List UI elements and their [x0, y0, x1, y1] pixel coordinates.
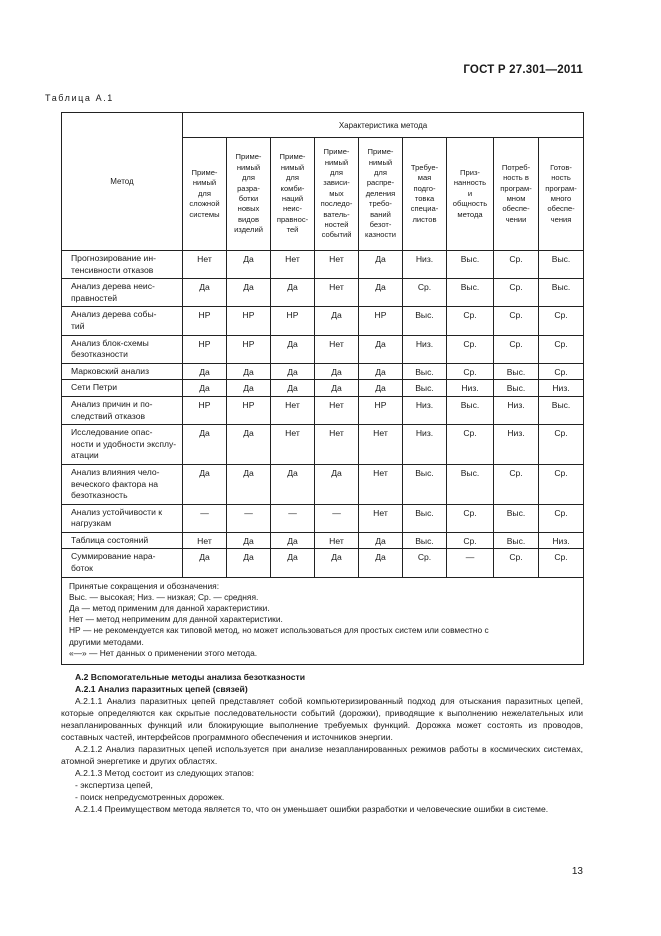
column-header-line: для — [242, 173, 255, 183]
column-header-line: комби- — [280, 183, 305, 193]
table-cell: Да — [315, 380, 359, 397]
table-cell: Низ. — [403, 335, 447, 363]
methods-table — [61, 112, 584, 665]
table-row — [62, 464, 584, 504]
table-cell: — — [271, 504, 315, 532]
method-name — [62, 532, 183, 549]
column-header-line: видов — [238, 214, 259, 224]
method-name — [62, 251, 183, 279]
table-cell: Низ. — [403, 425, 447, 465]
column-header-line: Приме- — [367, 147, 394, 157]
table-cell: — — [227, 504, 271, 532]
method-name-line: боток — [71, 563, 93, 574]
table-cell: Да — [227, 279, 271, 307]
table-cell: Выс. — [539, 396, 584, 424]
table-cell: Нет — [359, 504, 403, 532]
table-cell: Выс. — [403, 307, 447, 335]
table-cell: Да — [359, 251, 403, 279]
section-title: А.2 Вспомогательные методы анализа безотказности — [75, 672, 306, 682]
method-name-line: Марковский анализ — [71, 365, 150, 376]
column-header-line: ностей — [324, 220, 349, 230]
table-cell: Да — [183, 363, 227, 380]
method-name-line: Анализ устойчивости к — [71, 506, 163, 517]
table-row — [62, 396, 584, 424]
table-cell: НР — [227, 396, 271, 424]
table-cell: Выс. — [539, 279, 584, 307]
paragraph-a212: А.2.1.2 Анализ паразитных цепей используется при анализе незапланированных режимов работы в космических системах, атомной энергетике и других областях. — [61, 744, 583, 766]
column-header-line: Готов- — [550, 162, 572, 172]
table-cell: Ср. — [539, 549, 584, 577]
table-cell: Ср. — [494, 335, 539, 363]
method-name-line: Таблица состояний — [71, 534, 149, 545]
table-cell: Да — [227, 425, 271, 465]
method-name-line: веческого фактора на — [71, 478, 159, 489]
table-cell: Нет — [359, 464, 403, 504]
table-cell: Ср. — [494, 549, 539, 577]
column-header-line: новых — [237, 204, 260, 214]
table-cell: Выс. — [494, 504, 539, 532]
table-cell: Нет — [315, 251, 359, 279]
column-header — [494, 138, 539, 251]
column-header-line: нимый — [368, 157, 393, 167]
table-cell: Да — [359, 279, 403, 307]
column-header-line: ность — [551, 173, 571, 183]
column-header-line: нимый — [192, 178, 217, 188]
table-cell: Выс. — [539, 251, 584, 279]
table-cell: Низ. — [539, 380, 584, 397]
group-header: Характеристика метода — [183, 113, 584, 138]
document-code: ГОСТ Р 27.301—2011 — [463, 64, 583, 76]
table-cell: — — [315, 504, 359, 532]
table-row — [62, 504, 584, 532]
table-cell: НР — [359, 307, 403, 335]
method-name-line: тенсивности отказов — [71, 264, 154, 275]
method-name-line: тий — [71, 320, 85, 331]
table-cell: Выс. — [494, 380, 539, 397]
method-name-line: Исследование опас- — [71, 427, 153, 438]
table-cell: Ср. — [447, 504, 494, 532]
method-name — [62, 335, 183, 363]
list-item: - поиск непредусмотренных дорожек. — [75, 792, 225, 802]
column-header — [359, 138, 403, 251]
column-header-line: Приме- — [191, 167, 218, 177]
table-cell: Выс. — [403, 532, 447, 549]
column-header-line: безот- — [369, 220, 392, 230]
table-cell: Ср. — [494, 251, 539, 279]
table-row — [62, 251, 584, 279]
table-cell: Нет — [183, 251, 227, 279]
column-header-line: сложной — [189, 199, 220, 209]
column-header — [447, 138, 494, 251]
table-cell: Да — [359, 380, 403, 397]
method-name — [62, 307, 183, 335]
table-cell: Выс. — [403, 380, 447, 397]
column-header-line: мая — [417, 173, 432, 183]
table-caption: Таблица А.1 — [45, 93, 114, 103]
column-header-line: товка — [414, 194, 435, 203]
column-header-line: деления — [365, 188, 396, 198]
column-header-line: распре- — [366, 178, 395, 188]
table-cell: Выс. — [447, 464, 494, 504]
column-header-line: програм- — [545, 183, 577, 193]
table-cell: НР — [183, 307, 227, 335]
method-name-line: нагрузкам — [71, 518, 112, 529]
table-cell: Нет — [315, 532, 359, 549]
table-cell: Да — [183, 425, 227, 465]
column-header-line: нимый — [236, 162, 261, 172]
column-header-line: много — [550, 194, 572, 203]
table-cell: Низ. — [447, 380, 494, 397]
column-header — [271, 138, 315, 251]
table-cell: Ср. — [539, 464, 584, 504]
column-header-line: событий — [321, 230, 352, 240]
table-cell: Нет — [183, 532, 227, 549]
column-header-line: последо- — [320, 199, 353, 209]
column-header-line: нанность — [453, 178, 487, 188]
column-header-line: мых — [329, 188, 344, 198]
column-header-line: ватель- — [323, 209, 350, 219]
column-header-line: ботки — [238, 194, 259, 203]
column-header-line: чения — [550, 214, 572, 224]
method-name-line: Суммирование нара- — [71, 551, 156, 562]
column-header-line: неис- — [283, 204, 302, 214]
page-number: 13 — [571, 866, 583, 877]
table-cell: Да — [183, 380, 227, 397]
table-notes — [62, 577, 584, 664]
table-cell: Да — [271, 464, 315, 504]
table-cell: Ср. — [447, 425, 494, 465]
table-cell: Ср. — [403, 549, 447, 577]
method-name — [62, 380, 183, 397]
table-cell: Нет — [315, 279, 359, 307]
table-cell: Выс. — [447, 396, 494, 424]
method-name-line: Анализ дерева собы- — [71, 309, 157, 320]
column-header-line: мном — [506, 194, 526, 203]
table-row — [62, 307, 584, 335]
table-cell: Да — [359, 532, 403, 549]
column-header-line: тей — [286, 225, 299, 235]
paragraph-a211: А.2.1.1 Анализ паразитных цепей представляет собой компьютеризированный подход для отыскания паразитных цепей, которые определяются как скрытые последовательности событий (дорожки), приводящие к выполнению нежелательных или незапланированных функций или блокирующие выполнение требуемых функций. Дорожка может состоять из проводов, составных частей, интерфейсов программного обеспечения и источников энергии. — [61, 696, 583, 742]
column-header-line: специа- — [410, 204, 439, 214]
table-cell: Ср. — [539, 504, 584, 532]
column-header-line: изделий — [234, 225, 263, 235]
table-cell: Низ. — [403, 251, 447, 279]
column-header-line: Потреб- — [501, 162, 531, 172]
column-header-line: листов — [412, 214, 437, 224]
table-cell: Выс. — [403, 363, 447, 380]
method-name — [62, 396, 183, 424]
table-cell: Ср. — [539, 363, 584, 380]
table-cell: Да — [315, 549, 359, 577]
notes-row — [62, 577, 584, 664]
column-header — [403, 138, 447, 251]
column-header-line: обеспе- — [547, 204, 575, 214]
column-header — [315, 138, 359, 251]
method-header: Метод — [62, 113, 183, 251]
column-header-line: и — [467, 188, 473, 198]
column-header — [227, 138, 271, 251]
column-header-line: метода — [457, 209, 483, 219]
column-header-line: казности — [364, 230, 397, 240]
column-header-line: правнос- — [276, 214, 309, 224]
table-cell: Ср. — [494, 307, 539, 335]
method-name — [62, 425, 183, 465]
table-cell: НР — [271, 307, 315, 335]
table-cell: Да — [227, 251, 271, 279]
column-header-line: системы — [189, 209, 220, 219]
column-header-line: подго- — [413, 183, 436, 193]
table-cell: Нет — [271, 425, 315, 465]
table-cell: — — [183, 504, 227, 532]
table-cell: Да — [271, 380, 315, 397]
table-row — [62, 549, 584, 577]
table-cell: Ср. — [447, 363, 494, 380]
table-cell: Да — [359, 549, 403, 577]
note-line: Принятые сокращения и обозначения: — [69, 580, 220, 591]
table-cell: Да — [271, 335, 315, 363]
table-cell: Да — [183, 549, 227, 577]
method-name — [62, 363, 183, 380]
table-cell: Да — [227, 532, 271, 549]
table-cell: Да — [227, 464, 271, 504]
table-row — [62, 363, 584, 380]
table-cell: Нет — [315, 335, 359, 363]
table-cell: Ср. — [447, 307, 494, 335]
column-header-line: нимый — [324, 157, 349, 167]
table-cell: Да — [315, 307, 359, 335]
method-name-line: Анализ влияния чело- — [71, 466, 160, 477]
method-name-line: Сети Петри — [71, 382, 118, 393]
table-row — [62, 425, 584, 465]
method-name-line: Анализ причин и по- — [71, 398, 153, 409]
table-cell: Да — [227, 549, 271, 577]
column-header-line: разра- — [237, 183, 260, 193]
table-cell: Низ. — [494, 425, 539, 465]
note-line: другими методами. — [69, 636, 144, 647]
table-row — [62, 380, 584, 397]
column-header-line: нимый — [280, 162, 305, 172]
table-cell: НР — [183, 396, 227, 424]
method-name-line: Анализ блок-схемы — [71, 337, 149, 348]
table-cell: Выс. — [403, 464, 447, 504]
table-cell: Ср. — [539, 335, 584, 363]
method-name-line: ности и удобности эксплу- — [71, 438, 177, 449]
table-cell: Да — [227, 363, 271, 380]
note-line: Да — метод применим для данной характеристики. — [69, 603, 270, 614]
table-cell: Да — [315, 363, 359, 380]
table-cell: Ср. — [539, 425, 584, 465]
column-header — [539, 138, 584, 251]
column-header-line: програм- — [500, 183, 532, 193]
table-cell: Нет — [315, 425, 359, 465]
table-cell: Да — [359, 335, 403, 363]
column-header-line: для — [330, 167, 343, 177]
method-name-line: Прогнозирование ин- — [71, 253, 156, 263]
note-line: Нет — метод неприменим для данной характеристики. — [69, 614, 283, 625]
column-header-line: чении — [505, 214, 527, 224]
column-header — [183, 138, 227, 251]
table-cell: Да — [183, 279, 227, 307]
table-cell: Да — [271, 279, 315, 307]
table-cell: Ср. — [494, 279, 539, 307]
list-item: - экспертиза цепей, — [75, 780, 153, 790]
column-header-line: для — [286, 173, 299, 183]
method-name — [62, 504, 183, 532]
table-cell: НР — [227, 307, 271, 335]
table-cell: Да — [315, 464, 359, 504]
paragraph-a213: А.2.1.3 Метод состоит из следующих этапов: — [75, 768, 254, 778]
paragraph-a214: А.2.1.4 Преимуществом метода является то, что он уменьшает ошибки разработки и человеческие ошибки в системе. — [75, 804, 549, 814]
column-header-line: ность в — [503, 173, 529, 183]
method-name — [62, 549, 183, 577]
column-header-line: ваний — [370, 209, 391, 219]
column-header-line: Приме- — [279, 152, 306, 162]
table-cell: Низ. — [403, 396, 447, 424]
column-header-line: для — [374, 167, 387, 177]
column-header-line: зависи- — [323, 178, 350, 188]
method-name-line: безотказность — [71, 490, 128, 501]
table-cell: НР — [359, 396, 403, 424]
table-cell: Нет — [359, 425, 403, 465]
table-row — [62, 279, 584, 307]
column-header-line: Приме- — [323, 147, 350, 157]
method-name-line: следствий отказов — [71, 410, 146, 421]
note-line: НР — не рекомендуется как типовой метод, но может использоваться для простых систем или совместно с — [69, 625, 489, 636]
table-cell: Выс. — [447, 279, 494, 307]
table-cell: Да — [183, 464, 227, 504]
table-cell: Низ. — [539, 532, 584, 549]
table-row — [62, 335, 584, 363]
table-cell: Выс. — [403, 504, 447, 532]
table-cell: Ср. — [403, 279, 447, 307]
note-line: Выс. — высокая; Низ. — низкая; Ср. — средняя. — [69, 591, 259, 602]
table-cell: Ср. — [447, 335, 494, 363]
table-cell: Нет — [271, 396, 315, 424]
table-cell: Нет — [271, 251, 315, 279]
method-name — [62, 464, 183, 504]
column-header-line: требо- — [369, 199, 392, 209]
subsection-title: А.2.1 Анализ паразитных цепей (связей) — [75, 684, 248, 694]
method-name-line: безотказности — [71, 349, 128, 360]
table-cell: НР — [183, 335, 227, 363]
table-cell: Выс. — [494, 363, 539, 380]
table-cell: Ср. — [539, 307, 584, 335]
table-cell: Да — [359, 363, 403, 380]
table-cell: Выс. — [447, 251, 494, 279]
note-line: «—» — Нет данных о применении этого метода. — [69, 647, 258, 658]
table-cell: Да — [271, 532, 315, 549]
column-header-line: наций — [281, 194, 304, 203]
table-cell: Выс. — [494, 532, 539, 549]
method-name-line: Анализ дерева неис- — [71, 281, 155, 292]
method-name-line: атации — [71, 450, 99, 461]
table-cell: Да — [227, 380, 271, 397]
column-header-line: общность — [452, 199, 488, 209]
table-row — [62, 532, 584, 549]
table-cell: Низ. — [494, 396, 539, 424]
table-cell: Нет — [315, 396, 359, 424]
column-header-line: обеспе- — [502, 204, 530, 214]
method-name-line: правностей — [71, 292, 118, 303]
column-header-line: Приме- — [235, 152, 262, 162]
table-cell: НР — [227, 335, 271, 363]
table-cell: Ср. — [494, 464, 539, 504]
column-header-line: для — [198, 188, 211, 198]
body-text — [61, 671, 583, 815]
column-header-line: Приз- — [460, 167, 480, 177]
table-cell: Ср. — [447, 532, 494, 549]
table-cell: — — [447, 549, 494, 577]
table-cell: Да — [271, 549, 315, 577]
table-cell: Да — [271, 363, 315, 380]
method-name — [62, 279, 183, 307]
column-header-line: Требуе- — [410, 162, 439, 172]
